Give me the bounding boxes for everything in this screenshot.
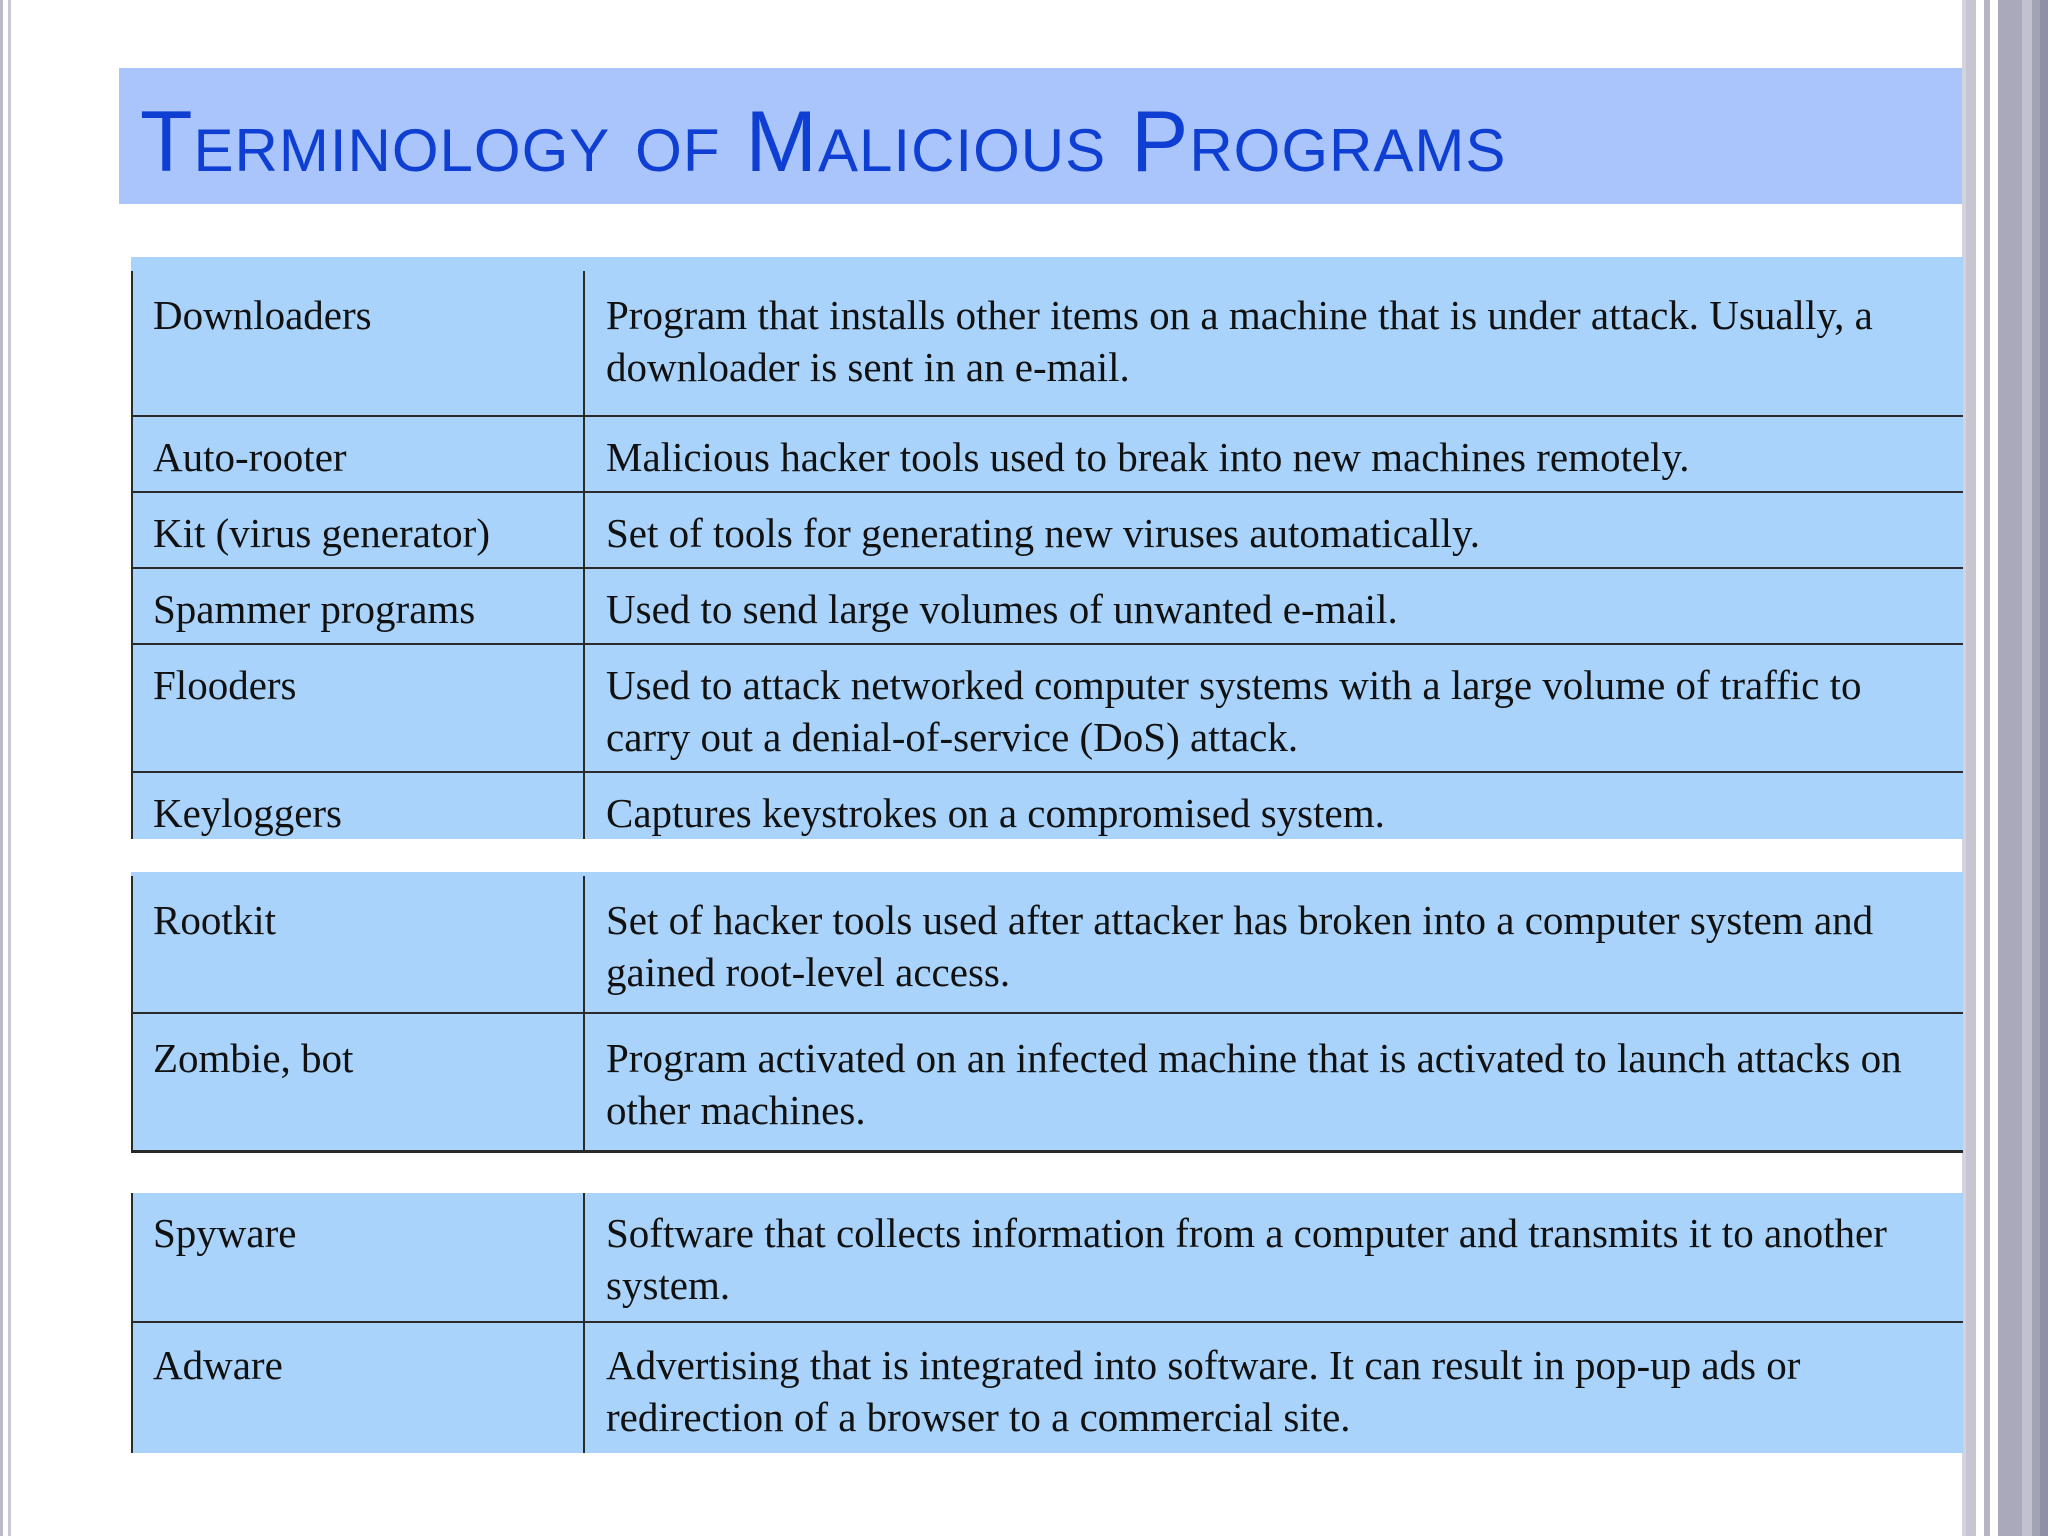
description-cell: Advertising that is integrated into software. It can result in pop-up ads or redirection of a browser to a commercial site.	[584, 1322, 1963, 1453]
term-cell: Auto-rooter	[132, 416, 584, 492]
description-cell: Used to send large volumes of unwanted e-mail.	[584, 568, 1963, 644]
term-cell: Zombie, bot	[132, 1013, 584, 1152]
table-row	[132, 416, 1963, 492]
term-cell: Adware	[132, 1322, 584, 1453]
table-row	[132, 644, 1963, 772]
right-border-decoration	[1962, 0, 2048, 1536]
table-row	[132, 492, 1963, 568]
description-cell: Set of tools for generating new viruses automatically.	[584, 492, 1963, 568]
slide-title: Terminology of Malicious Programs	[140, 94, 1507, 190]
description-cell: Malicious hacker tools used to break into new machines remotely.	[584, 416, 1963, 492]
terminology-table-1	[131, 257, 1963, 839]
table-row	[132, 1193, 1963, 1322]
terminology-table-2	[131, 872, 1963, 1153]
term-cell: Flooders	[132, 644, 584, 772]
table-row	[132, 874, 1963, 1013]
description-cell: Software that collects information from a computer and transmits it to another system.	[584, 1193, 1963, 1322]
description-cell: Program activated on an infected machine that is activated to launch attacks on other machines.	[584, 1013, 1963, 1152]
term-cell: Rootkit	[132, 874, 584, 1013]
term-cell: Spyware	[132, 1193, 584, 1322]
table-row	[132, 264, 1963, 416]
description-cell: Captures keystrokes on a compromised system.	[584, 772, 1963, 839]
term-cell: Downloaders	[132, 264, 584, 416]
left-border-decoration	[0, 0, 12, 1536]
term-cell: Kit (virus generator)	[132, 492, 584, 568]
table-row	[132, 1322, 1963, 1453]
terminology-table-3	[131, 1193, 1963, 1453]
term-cell: Keyloggers	[132, 772, 584, 839]
table-row	[132, 1013, 1963, 1152]
description-cell: Program that installs other items on a machine that is under attack. Usually, a downloader is sent in an e-mail.	[584, 264, 1963, 416]
term-cell: Spammer programs	[132, 568, 584, 644]
table-row	[132, 772, 1963, 839]
table-row	[132, 568, 1963, 644]
description-cell: Used to attack networked computer systems with a large volume of traffic to carry out a denial-of-service (DoS) attack.	[584, 644, 1963, 772]
description-cell: Set of hacker tools used after attacker has broken into a computer system and gained root-level access.	[584, 874, 1963, 1013]
